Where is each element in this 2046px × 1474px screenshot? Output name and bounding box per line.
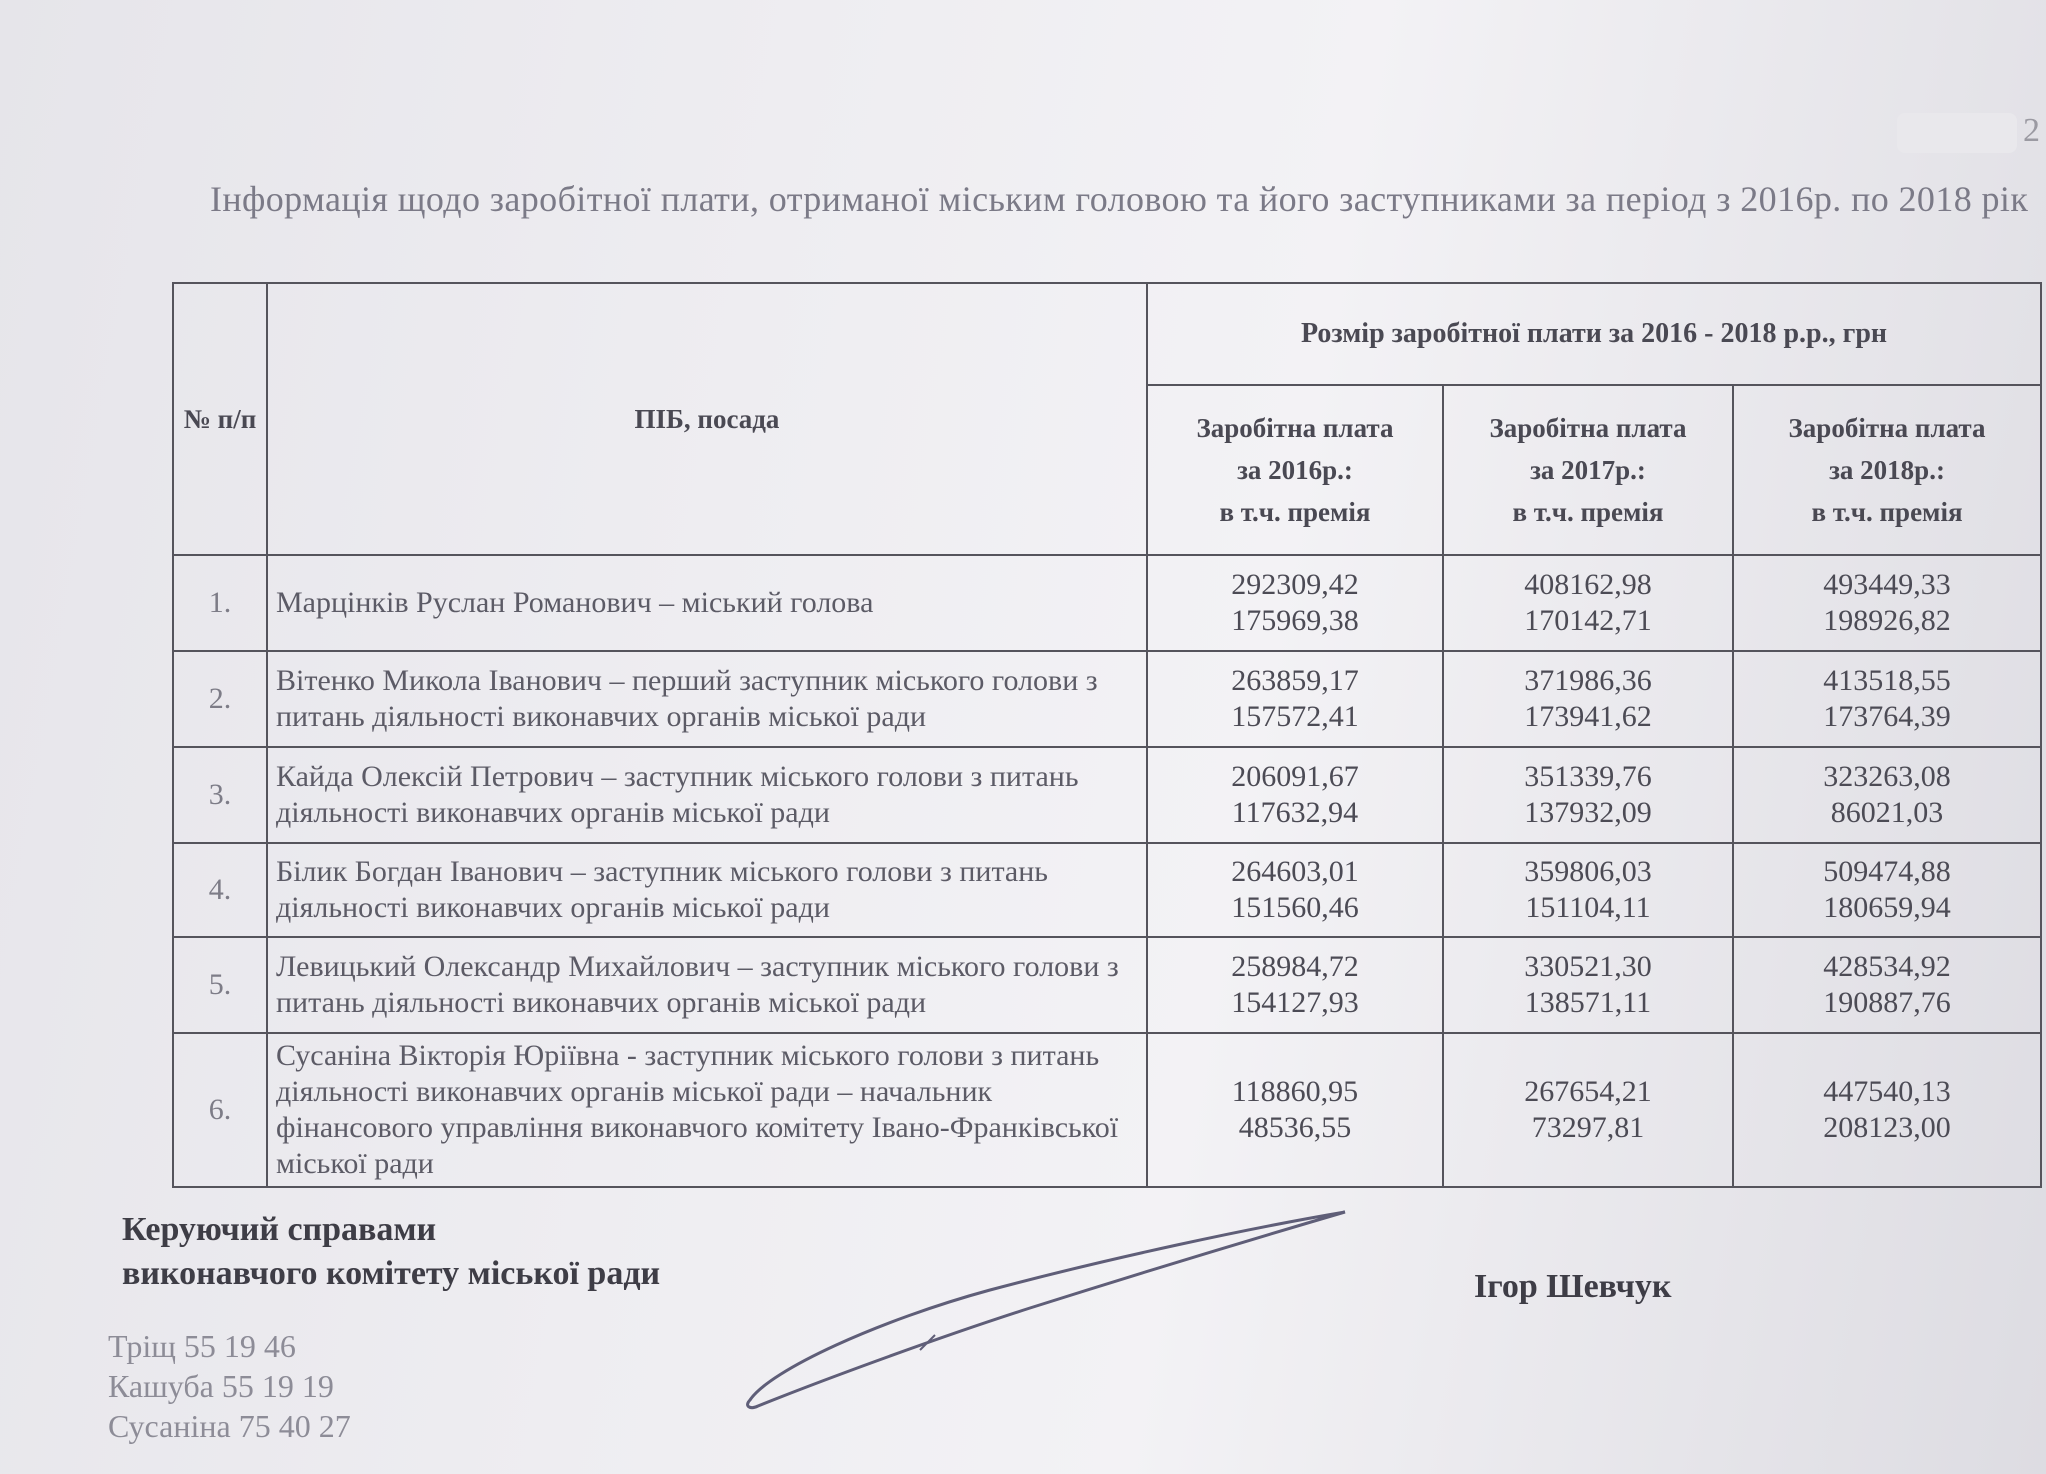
header-number: № п/п bbox=[173, 283, 267, 555]
table-row bbox=[173, 651, 2041, 747]
official-name: Левицький Олександр Михайлович – заступник міського голови з питань діяльності виконавчих органів міської ради bbox=[267, 937, 1147, 1033]
table-row bbox=[173, 555, 2041, 651]
official-name: Білик Богдан Іванович – заступник міського голови з питань діяльності виконавчих органів міської ради bbox=[267, 843, 1147, 937]
table-row bbox=[173, 747, 2041, 843]
salary-2018: 447540,13 208123,00 bbox=[1733, 1033, 2041, 1187]
official-name: Вітенко Микола Іванович – перший заступник міського голови з питань діяльності виконавчих органів міської ради bbox=[267, 651, 1147, 747]
salary-2017: 330521,30 138571,11 bbox=[1443, 937, 1733, 1033]
salary-2017: 267654,21 73297,81 bbox=[1443, 1033, 1733, 1187]
official-name: Сусаніна Вікторія Юріївна - заступник міського голови з питань діяльності виконавчих органів міської ради – начальник фінансового управління виконавчого комітету Івано-Франківської міської ради bbox=[267, 1033, 1147, 1187]
row-number: 2. bbox=[173, 651, 267, 747]
salary-2018: 428534,92 190887,76 bbox=[1733, 937, 2041, 1033]
salary-2016: 292309,42 175969,38 bbox=[1147, 555, 1443, 651]
page-number: 2 bbox=[1897, 112, 2040, 153]
signer-name: Ігор Шевчук bbox=[1474, 1268, 1672, 1305]
salary-table bbox=[172, 282, 2042, 1188]
salary-2017: 351339,76 137932,09 bbox=[1443, 747, 1733, 843]
redaction-smudge bbox=[1897, 113, 2017, 153]
contact-line: Тріщ 55 19 46 bbox=[108, 1328, 296, 1364]
table-row bbox=[173, 1033, 2041, 1187]
salary-2018: 493449,33 198926,82 bbox=[1733, 555, 2041, 651]
official-name: Кайда Олексій Петрович – заступник міського голови з питань діяльності виконавчих органів міської ради bbox=[267, 747, 1147, 843]
salary-2017: 371986,36 173941,62 bbox=[1443, 651, 1733, 747]
salary-2016: 206091,67 117632,94 bbox=[1147, 747, 1443, 843]
contacts-list bbox=[108, 1326, 351, 1446]
row-number: 6. bbox=[173, 1033, 267, 1187]
header-year-2017: Заробітна плата за 2017р.: в т.ч. премія bbox=[1443, 385, 1733, 555]
table-row bbox=[173, 843, 2041, 937]
salary-2016: 263859,17 157572,41 bbox=[1147, 651, 1443, 747]
signer-title: Керуючий справами виконавчого комітету міської ради bbox=[122, 1211, 661, 1292]
salary-2017: 359806,03 151104,11 bbox=[1443, 843, 1733, 937]
header-year-2018: Заробітна плата за 2018р.: в т.ч. премія bbox=[1733, 385, 2041, 555]
header-salary-group: Розмір заробітної плати за 2016 - 2018 р.р., грн bbox=[1147, 283, 2041, 385]
row-number: 5. bbox=[173, 937, 267, 1033]
salary-2018: 323263,08 86021,03 bbox=[1733, 747, 2041, 843]
contact-line: Кашуба 55 19 19 bbox=[108, 1368, 334, 1404]
table-row bbox=[173, 937, 2041, 1033]
row-number: 1. bbox=[173, 555, 267, 651]
contact-line: Сусаніна 75 40 27 bbox=[108, 1408, 351, 1444]
row-number: 4. bbox=[173, 843, 267, 937]
salary-2018: 509474,88 180659,94 bbox=[1733, 843, 2041, 937]
salary-2017: 408162,98 170142,71 bbox=[1443, 555, 1733, 651]
salary-2016: 258984,72 154127,93 bbox=[1147, 937, 1443, 1033]
header-year-2016: Заробітна плата за 2016р.: в т.ч. премія bbox=[1147, 385, 1443, 555]
document-title: Інформація щодо заробітної плати, отриманої міським головою та його заступниками за період з 2016р. по 2018 рік bbox=[210, 179, 2029, 219]
official-name: Марцінків Руслан Романович – міський голова bbox=[267, 555, 1147, 651]
header-name: ПІБ, посада bbox=[267, 283, 1147, 555]
salary-2018: 413518,55 173764,39 bbox=[1733, 651, 2041, 747]
salary-2016: 118860,95 48536,55 bbox=[1147, 1033, 1443, 1187]
salary-2016: 264603,01 151560,46 bbox=[1147, 843, 1443, 937]
row-number: 3. bbox=[173, 747, 267, 843]
handwritten-signature-icon bbox=[730, 1200, 1370, 1420]
